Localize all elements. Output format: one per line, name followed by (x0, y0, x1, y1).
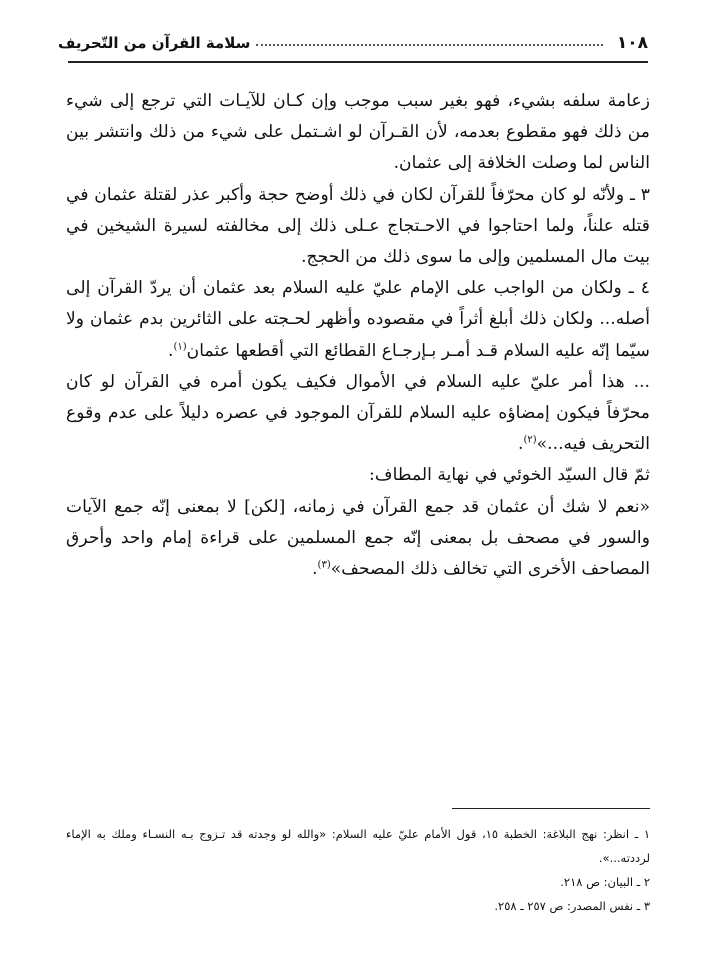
footnote-ref[interactable]: (٣) (317, 559, 331, 571)
footnote-ref[interactable]: (١) (173, 340, 187, 352)
running-header (58, 26, 648, 60)
paragraph: «نعم لا شك أن عثمان قد جمع القرآن في زمانه، [لكن] لا بمعنى إنّه جمع الآيات والسور في مصحف بل بمعنى إنّه جمع المسلمين على قراءة إمام واحد وأحرق المصاحف الأخرى التي تخالف ذلك المصحف»$^{(٣)}$. (66, 496, 650, 580)
running-title: سلامة القرآن من التّحريف (58, 34, 251, 52)
paragraph: ٣ ـ ولأنّه لو كان محرّفاً للقرآن لكان في ذلك أوضح حجة وأكبر عذر لقتلة عثمان في قتله علناً، ولما احتاجوا في الاحـتجاج عـلى ذلك إلى مخالفته لسيرة الشيخين في بيت مال المسلمين وإلى ما سوى ذلك من الحجج. (66, 184, 650, 268)
paragraph: ... هذا أمر عليّ عليه السلام في الأموال فكيف يكون أمره في القرآن لو كان محرّفاً فيكون إمضاؤه عليه السلام للقرآن الموجود في عصره دليلاً على عدم وقوع التحريف فيه...»$^{(٢)}$. (66, 371, 650, 455)
footnote: ١ ـ انظر: نهج البلاغة: الخطبة ١٥، قول الأمام عليّ عليه السلام: «والله لو وجدته قد تـزوج بـه النسـاء وملك به الإماء لرددته...». (66, 827, 650, 865)
paragraph: زعامة سلفه بشيء، فهو بغير سبب موجب وإن كـان للآيـات التي ترجع إلى شيء من ذلك فهو مقطوع بعدمه، لأن القـرآن لو اشـتمل على شيء من ذلك وانتشر بين الناس لما وصلت الخلافة إلى عثمان. (66, 91, 650, 174)
footnote-ref[interactable]: (٢) (523, 434, 537, 446)
footnote-separator (452, 808, 650, 809)
main-text (66, 86, 650, 585)
paragraph: ٤ ـ ولكان من الواجب على الإمام عليّ عليه السلام بعد عثمان أن يردّ القرآن إلى أصله... ولكان ذلك أبلغ أثراً في مقصوده وأظهر لحـجته على الثائرين بدم عثمان ولا سيّما إنّه عليه السلام قـد أمـر بـإرجـاع القطائع التي أقطعها عثمان$^{(١)}$. (66, 278, 650, 361)
header-dot-leader (256, 44, 603, 46)
footnotes (66, 822, 650, 918)
page-number: ١٠٨ (616, 33, 648, 53)
paragraph: ثمّ قال السيّد الخوئي في نهاية المطاف: (369, 465, 650, 486)
footnote: ٣ ـ نفس المصدر: ص ٢٥٧ ـ ٢٥٨. (494, 899, 650, 913)
header-rule (68, 61, 648, 63)
footnote: ٢ ـ البيان: ص ٢١٨. (560, 875, 650, 889)
